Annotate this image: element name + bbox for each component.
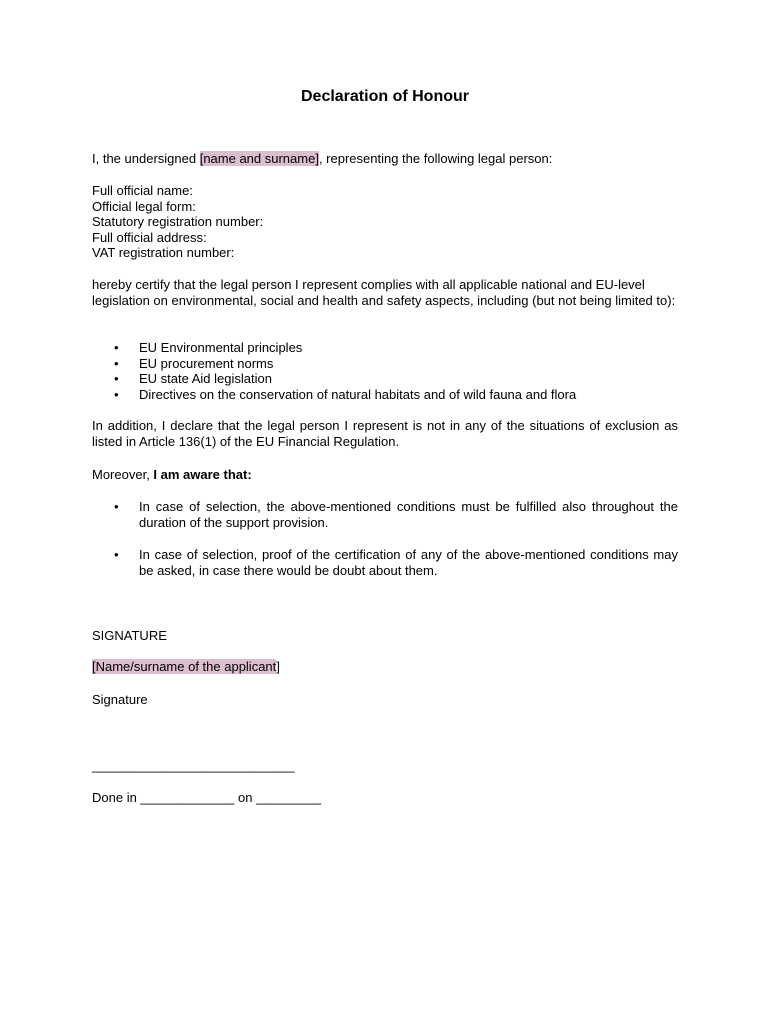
applicant-name-line	[92, 659, 678, 675]
field-full-official-address: Full official address:	[92, 229, 207, 245]
bullet-icon: •	[114, 499, 119, 514]
compliance-list	[92, 340, 678, 402]
document-title: Declaration of Honour	[300, 88, 469, 105]
bullet-icon: •	[114, 340, 119, 355]
list-item-text: EU procurement norms	[139, 355, 274, 371]
bullet-icon: •	[114, 371, 119, 386]
list-item-text: In case of selection, the above-mentioned conditions must be fulfilled also throughout the duration of the support provision.	[139, 499, 678, 530]
signature-heading: SIGNATURE	[92, 628, 167, 643]
field-vat-registration-number: VAT registration number:	[92, 245, 235, 260]
field-official-legal-form: Official legal form:	[92, 198, 196, 214]
bullet-icon: •	[114, 386, 119, 402]
applicant-name-placeholder: [Name/surname of the applicant	[92, 659, 277, 674]
list-item	[92, 499, 678, 530]
list-item	[92, 340, 678, 356]
field-statutory-registration-number: Statutory registration number:	[92, 214, 264, 229]
list-item-text: Directives on the conservation of natural habitats and of wild fauna and flora	[139, 386, 577, 402]
done-in-line: Done in _____________ on _________	[92, 790, 322, 805]
name-surname-placeholder: [name and surname]	[199, 151, 319, 166]
bullet-icon: •	[114, 547, 119, 562]
list-item	[92, 356, 678, 372]
moreover-prefix: Moreover,	[92, 467, 154, 482]
field-full-official-name: Full official name:	[92, 183, 193, 198]
applicant-name-close: ]	[276, 659, 280, 674]
intro-suffix: , representing the following legal person:	[318, 151, 553, 166]
list-item	[92, 387, 678, 403]
aware-list	[92, 499, 678, 578]
list-item-text: EU state Aid legislation	[139, 371, 272, 386]
list-item-text: In case of selection, proof of the certification of any of the above-mentioned conditions may be asked, in case there would be doubt about them.	[139, 547, 678, 578]
signature-label: Signature	[92, 692, 148, 707]
legal-person-fields	[92, 183, 678, 261]
bullet-icon: •	[114, 355, 119, 371]
intro-paragraph	[92, 151, 678, 167]
list-item-text: EU Environmental principles	[139, 340, 303, 355]
signature-line: ____________________________	[92, 758, 295, 773]
moreover-bold: I am aware that:	[153, 467, 252, 482]
list-item	[92, 371, 678, 387]
certify-paragraph: hereby certify that the legal person I represent complies with all applicable national and EU-level legislation on environmental, social and health and safety aspects, including (but not being limited to):	[92, 277, 676, 308]
list-item	[92, 547, 678, 578]
moreover-paragraph	[92, 467, 678, 483]
intro-prefix: I, the undersigned	[92, 151, 200, 166]
exclusion-paragraph: In addition, I declare that the legal person I represent is not in any of the situations of exclusion as listed in Article 136(1) of the EU Financial Regulation.	[92, 418, 678, 449]
